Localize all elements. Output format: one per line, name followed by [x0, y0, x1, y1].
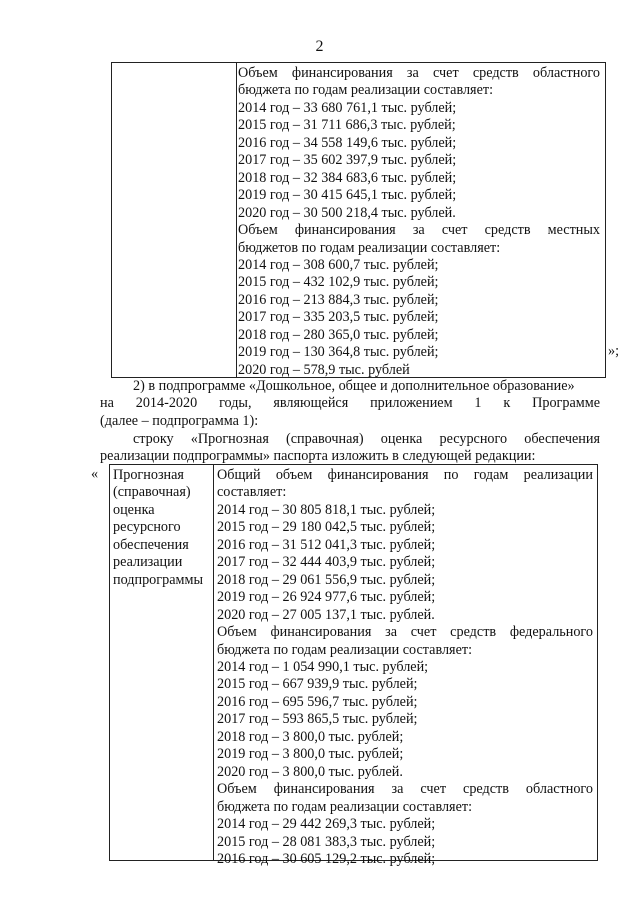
funding-table-continued [111, 62, 606, 378]
funding-line: Объем финансирования за счет средств областного [217, 781, 593, 798]
funding-line: Объем финансирования за счет средств областного [238, 65, 600, 81]
funding-line: бюджета по годам реализации составляет: [238, 82, 494, 99]
opening-quote: « [91, 466, 99, 482]
label-line: оценка [113, 501, 155, 518]
funding-line: 2020 год – 3 800,0 тыс. рублей. [217, 763, 403, 780]
funding-line: 2015 год – 29 180 042,5 тыс. рублей; [217, 519, 436, 536]
funding-line: 2014 год – 1 054 990,1 тыс. рублей; [217, 658, 429, 675]
funding-line: 2014 год – 29 442 269,3 тыс. рублей; [217, 816, 436, 833]
funding-line: 2017 год – 35 602 397,9 тыс. рублей; [238, 152, 457, 169]
funding-line: 2018 год – 280 365,0 тыс. рублей; [238, 326, 439, 343]
funding-line: 2017 год – 593 865,5 тыс. рублей; [217, 711, 418, 728]
funding-line: 2019 год – 30 415 645,1 тыс. рублей; [238, 187, 457, 204]
funding-line: 2015 год – 667 939,9 тыс. рублей; [217, 676, 418, 693]
funding-line: 2014 год – 30 805 818,1 тыс. рублей; [217, 501, 436, 518]
funding-line: Объем финансирования за счет средств местных [238, 222, 600, 239]
funding-line: 2018 год – 29 061 556,9 тыс. рублей; [217, 571, 436, 588]
table-label-cell [110, 465, 214, 860]
paragraph-line: на 2014-2020 годы, являющейся приложением 1 к Программе [100, 395, 600, 412]
closing-quote: »; [608, 343, 620, 359]
paragraph-line: 2) в подпрограмме «Дошкольное, общее и дополнительное образование» [133, 378, 575, 394]
funding-line: 2016 год – 34 558 149,6 тыс. рублей; [238, 134, 457, 151]
funding-line: 2014 год – 308 600,7 тыс. рублей; [238, 256, 439, 273]
funding-line: бюджета по годам реализации составляет: [217, 641, 473, 658]
label-line: ресурсного [113, 519, 181, 536]
amendment-instruction [100, 431, 600, 466]
table-label-cell-empty [112, 63, 237, 377]
funding-line: 2015 год – 432 102,9 тыс. рублей; [238, 274, 439, 291]
funding-line: 2015 год – 31 711 686,3 тыс. рублей; [238, 117, 456, 134]
label-line: реализации [113, 554, 183, 571]
paragraph-line: строку «Прогнозная (справочная) оценка ресурсного обеспечения [133, 431, 600, 447]
page-number: 2 [315, 38, 324, 55]
paragraph-line: реализации подпрограммы» паспорта изложить в следующей редакции: [100, 448, 536, 465]
funding-line: 2014 год – 33 680 761,1 тыс. рублей; [238, 99, 457, 116]
label-line: обеспечения [113, 536, 189, 553]
table-value-cell [217, 467, 593, 868]
funding-line: 2020 год – 30 500 218,4 тыс. рублей. [238, 204, 456, 221]
funding-line: 2018 год – 32 384 683,6 тыс. рублей; [238, 169, 457, 186]
funding-line: 2018 год – 3 800,0 тыс. рублей; [217, 728, 404, 745]
funding-line: 2020 год – 578,9 тыс. рублей [238, 361, 410, 378]
funding-line: бюджетов по годам реализации составляет: [238, 239, 501, 256]
funding-line: бюджета по годам реализации составляет: [217, 798, 473, 815]
funding-line: 2016 год – 213 884,3 тыс. рублей; [238, 291, 439, 308]
funding-line: 2017 год – 335 203,5 тыс. рублей; [238, 309, 439, 326]
funding-line: Объем финансирования за счет средств федерального [217, 624, 593, 641]
funding-line: составляет: [217, 484, 287, 501]
funding-table-new [109, 464, 598, 867]
funding-line: 2019 год – 130 364,8 тыс. рублей; [238, 344, 439, 361]
label-line: (справочная) [113, 484, 191, 501]
paragraph-line: (далее – подпрограмма 1): [100, 412, 259, 429]
funding-line: 2019 год – 3 800,0 тыс. рублей; [217, 746, 404, 763]
funding-line: 2020 год – 27 005 137,1 тыс. рублей. [217, 606, 435, 623]
amendment-paragraph-2 [100, 378, 600, 430]
funding-line: 2019 год – 26 924 977,6 тыс. рублей; [217, 589, 436, 606]
funding-line: 2016 год – 30 605 129,2 тыс. рублей; [217, 850, 436, 867]
label-line: Прогнозная [113, 467, 184, 483]
funding-line: 2016 год – 695 596,7 тыс. рублей; [217, 693, 418, 710]
table-value-cell [238, 65, 600, 379]
label-line: подпрограммы [113, 571, 203, 588]
funding-line: Общий объем финансирования по годам реализации [217, 467, 593, 483]
funding-line: 2017 год – 32 444 403,9 тыс. рублей; [217, 554, 436, 571]
funding-line: 2016 год – 31 512 041,3 тыс. рублей; [217, 536, 436, 553]
funding-line: 2015 год – 28 081 383,3 тыс. рублей; [217, 833, 436, 850]
